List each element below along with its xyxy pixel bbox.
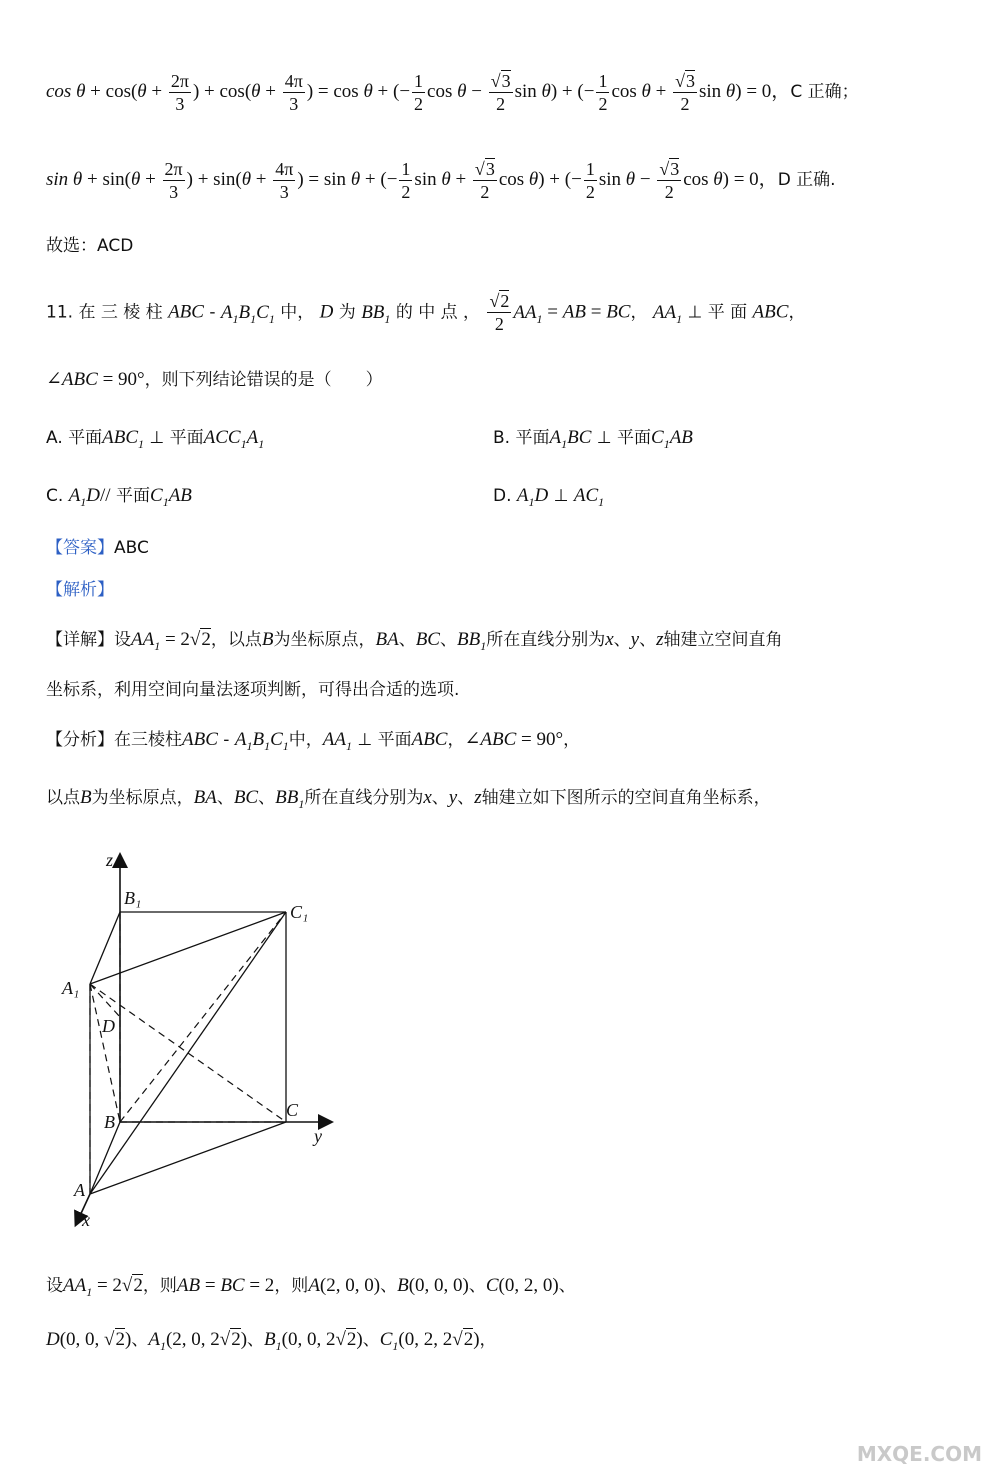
- d-correct-text: D 正确.: [777, 169, 836, 190]
- option-c: C. $A_1D//$ 平面$C_1AB$: [46, 485, 192, 509]
- analysis-tag: 【解析】: [46, 580, 114, 600]
- fenxi-line-1: 【分析】在三棱柱ABC - $A_1B_1C_1$中，$AA_1$ ⊥ 平面ABC，∠ABC = 90°，: [46, 729, 581, 753]
- setup-line-1: 设$AA_1 = 2√2$，则AB = BC = 2，则A(2, 0, 0)、B(0, 0, 0)、C(0, 2, 0)、: [46, 1275, 576, 1299]
- detail-line-1: 【详解】设$AA_1 = 2√2$，以点B为坐标原点，BA、BC、$BB_1$所在直线分别为x、y、z轴建立空间直角: [46, 629, 783, 653]
- label-c: C: [286, 1100, 299, 1120]
- formula-c-line: cos θ + cos(θ + $\frac{2\pi}{3}$ ) + cos(θ + $\frac{4\pi}{3}$ ) = cos θ + (− $\frac{1}{2}$ cos θ − $\frac{√3}{2}$ sin θ) + (− $\frac{1}{2}$ cos θ + $\frac{√3}{2}$ sin θ) = 0，C 正确；: [46, 71, 859, 114]
- answer-line: [46, 534, 149, 562]
- watermark: MXQE.COM: [856, 1442, 982, 1466]
- label-d: D: [102, 1016, 115, 1036]
- answer-tag: 【答案】: [46, 538, 114, 558]
- setup-line-2: D(0, 0, √2)、$A_1(2$, 0, 2√2)、$B_1(0$, 0, 2√2)、$C_1(0$, 2, 2√2)，: [46, 1329, 497, 1353]
- fenxi-line-2: 以点B为坐标原点，BA、BC、$BB_1$所在直线分别为x、y、z轴建立如下图所示的空间直角坐标系，: [46, 787, 771, 811]
- option-d: D. $A_1D$ ⊥ $AC_1$: [493, 485, 605, 509]
- label-x: x: [82, 1210, 90, 1230]
- label-c1: C₁: [290, 902, 309, 922]
- prism-coordinate-figure: [60, 850, 350, 1230]
- option-b: B. 平面$A_1BC$ ⊥ 平面$C_1AB$: [493, 427, 693, 451]
- question-11-line-1: 11. 在 三 棱 柱 ABC - $A_1B_1C_1$ 中， D 为 $BB_1$ 的 中 点 ， $\frac{√2}{2}$ $AA_1$ = AB = BC， $AA_1$ ⊥ 平 面 ABC，: [46, 291, 806, 334]
- label-a: A: [74, 1180, 85, 1200]
- c-correct-text: C 正确；: [790, 81, 859, 102]
- option-a: A. 平面$ABC_1$ ⊥ 平面$ACC_1A_1$: [46, 427, 265, 451]
- label-b: B: [104, 1112, 115, 1132]
- label-a1: A₁: [62, 978, 80, 998]
- question-11-line-2: ∠ABC = 90°，则下列结论错误的是（ ）: [46, 369, 383, 390]
- label-y: y: [314, 1126, 322, 1146]
- question-number: 11.: [46, 302, 74, 323]
- detail-line-2: 坐标系，利用空间向量法逐项判断，可得出合适的选项.: [46, 680, 460, 700]
- label-z: z: [106, 850, 114, 870]
- choice-line: 故选：ACD: [46, 236, 134, 256]
- answer-value: ABC: [114, 538, 149, 558]
- formula-d-line: sin θ + sin(θ + $\frac{2\pi}{3}$ ) + sin(θ + $\frac{4\pi}{3}$ ) = sin θ + (− $\frac{1}{2}$ sin θ + $\frac{√3}{2}$ cos θ) + (− $\frac{1}{2}$ sin θ − $\frac{√3}{2}$ cos θ) = 0，D 正确.: [46, 159, 836, 202]
- label-b1: B₁: [124, 888, 142, 908]
